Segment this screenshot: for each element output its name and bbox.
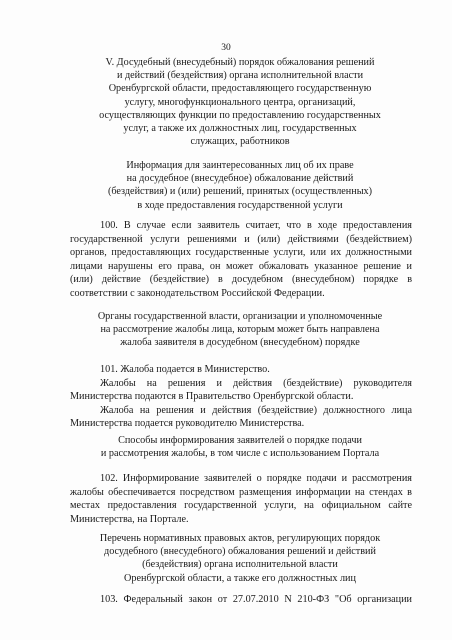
paragraph-line: Министерства подается руководителю Министерства. [70, 418, 305, 429]
paragraph-line: Жалобы на решения и действия (бездействие) руководителя [100, 377, 412, 389]
subheading-line: Органы государственной власти, организации и уполномоченные [97, 311, 383, 322]
subheading-informing-methods [70, 434, 410, 460]
paragraph-line: жалобы обеспечивается посредством размещения информации на стендах в [70, 486, 412, 498]
paragraph-line: 103. Федеральный закон от 27.07.2010 N 210-ФЗ "Об организации [100, 594, 412, 605]
paragraph-103 [70, 593, 412, 607]
subheading-complaint-bodies [70, 310, 410, 350]
subheading-line: в ходе предоставления государственной услуги [137, 199, 343, 211]
paragraph-line: государственной услуги решениями и (или) действиями (бездействием) [70, 233, 412, 245]
subheading-line: на досудебное (внесудебное) обжалование действий [126, 173, 354, 185]
paragraph-line: Жалоба на решения и действия (бездействие) должностного лица [100, 404, 412, 416]
subheading-line: и рассмотрения жалобы, в том числе с использованием Портала [100, 448, 380, 460]
paragraph-line: 101. Жалоба подается в Министерство. [100, 364, 270, 375]
paragraph-line: (или) действие (бездействие) в досудебном (внесудебном) порядке в [70, 274, 412, 285]
paragraph-line: местах предоставления государственной услуги, на официальном сайте [70, 500, 412, 511]
section-title-line: услуг, а также их должностных лиц, государственных [123, 123, 357, 135]
section-title-line: V. Досудебный (внесудебный) порядок обжалования решений [105, 57, 375, 68]
subheading-line: досудебного (внесудебного) обжалования решений и действий [104, 546, 376, 558]
section-title-line: и действий (бездействия) органа исполнительной власти [116, 70, 364, 82]
subheading-line: (бездействия) и (или) решений, принятых (осуществленных) [107, 186, 373, 198]
paragraph-line: 102. Информирование заявителей о порядке подачи и рассмотрения [100, 473, 412, 484]
section-title-line: Оренбургской области, предоставляющего государственную [108, 83, 372, 95]
subheading-line: Оренбургской области, а также его должностных лиц [124, 572, 356, 584]
subheading-line: на рассмотрение жалобы лица, которым может быть направлена [100, 324, 380, 336]
subheading-line: Информация для заинтересованных лиц об их праве [126, 160, 354, 171]
paragraph-101 [70, 363, 412, 431]
paragraph-line: соответствии с законодательством Российской Федерации. [70, 287, 325, 299]
paragraph-line: 100. В случае если заявитель считает, что в ходе предоставления [100, 220, 412, 231]
subheading-complaint-rights [70, 159, 410, 212]
section-title-line: осуществляющих функции по предоставлению государственных [99, 109, 381, 121]
paragraph-100 [70, 219, 412, 300]
subheading-line: Перечень нормативных правовых актов, регулирующих порядок [99, 533, 381, 544]
paragraph-line: Министерства подаются в Правительство Оренбургской области. [70, 391, 354, 402]
paragraph-line: органов, предоставляющих государственные услуги, или их должностными [70, 247, 412, 258]
section-title [70, 56, 410, 148]
subheading-line: жалоба заявителя в досудебном (внесудебном) порядке [120, 337, 360, 349]
paragraph-line: лицами нарушены его права, он может обжаловать указанное решение и [70, 260, 412, 272]
subheading-line: Способы информирования заявителей о порядке подачи [118, 435, 362, 446]
paragraph-line: Министерства, на Портале. [70, 513, 189, 525]
page-number: 30 [221, 43, 231, 53]
section-title-line: услугу, многофункционального центра, организаций, [124, 96, 356, 108]
paragraph-102 [70, 472, 412, 526]
subheading-line: (бездействия) органа исполнительной власти [142, 559, 338, 571]
section-title-line: служащих, работников [190, 136, 290, 148]
subheading-legal-acts [70, 532, 410, 585]
